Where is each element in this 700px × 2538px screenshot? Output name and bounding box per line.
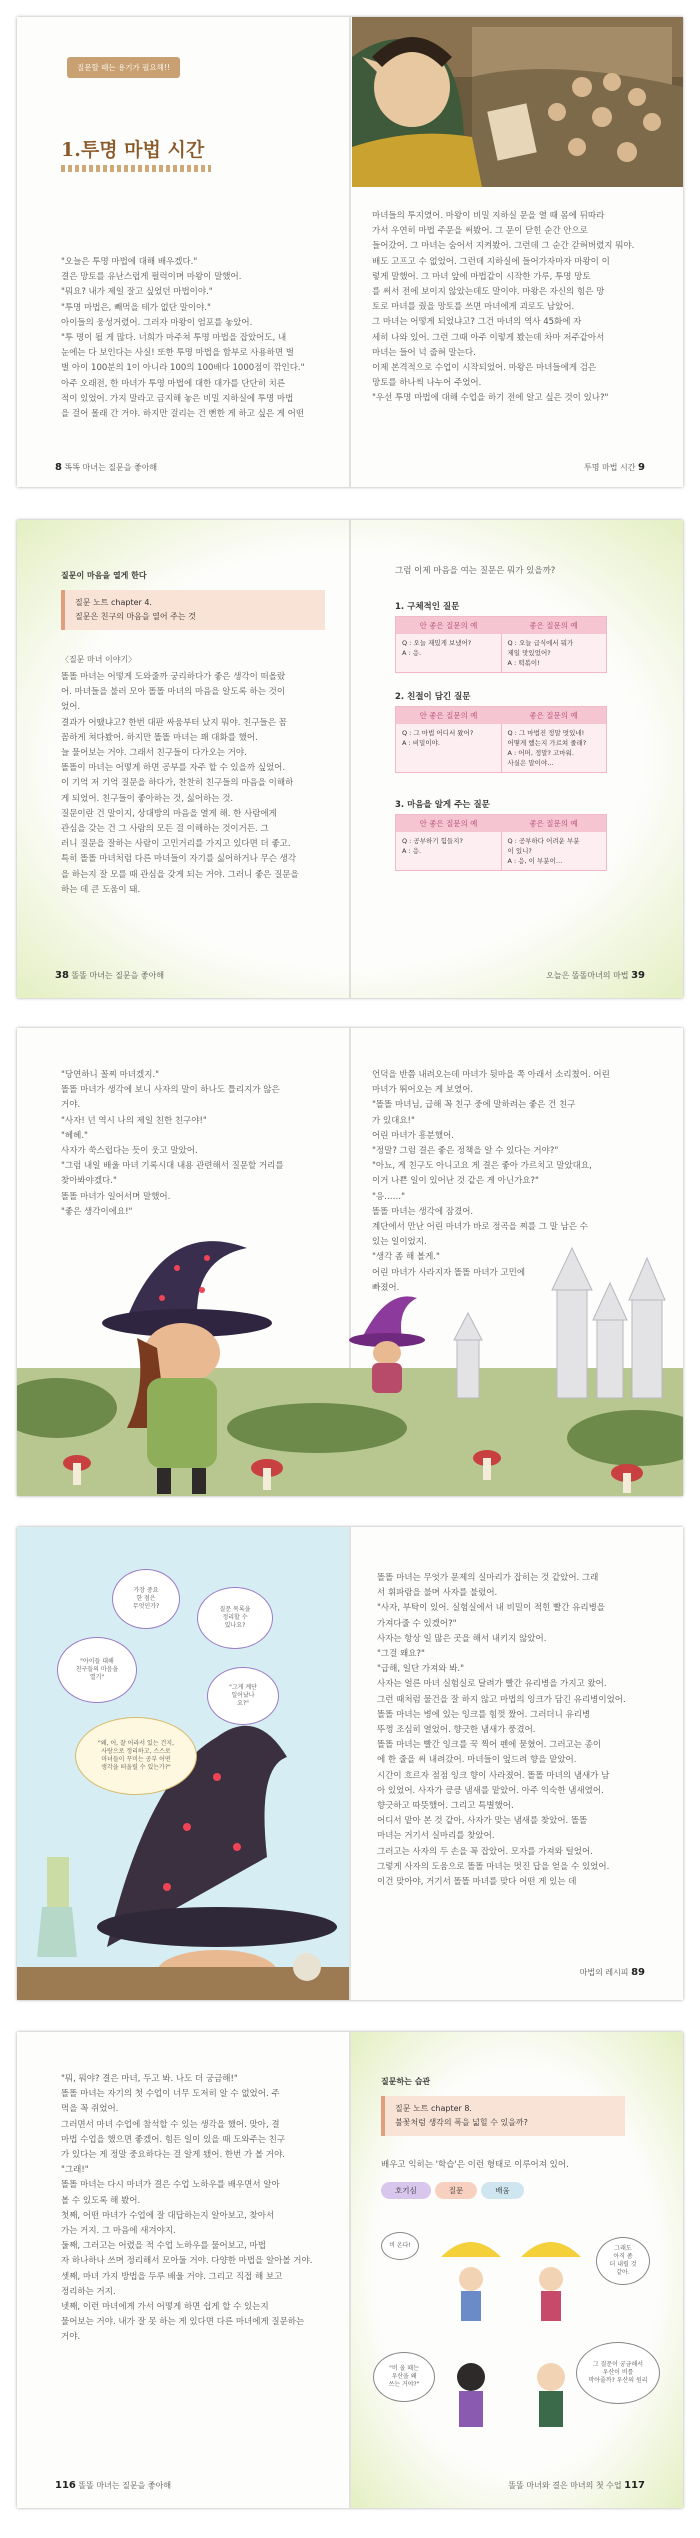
left-folio (55, 462, 157, 473)
section-2-title: 2. 친절이 담긴 질문 (395, 692, 471, 702)
left-folio (55, 2480, 171, 2491)
idea-bubble-2: 질문 목록을 정리할 수 있나요? (197, 1587, 273, 1649)
chapter-tag: 질문할 때는 용기가 필요해!! (67, 57, 180, 78)
learning-intro: 배우고 익히는 '학습'은 이런 형태로 이루어져 있어. (381, 2160, 569, 2170)
right-page-number: 89 (631, 1967, 645, 1978)
wizard-classroom-illustration (352, 17, 683, 187)
section-header: 질문하는 습관 (381, 2077, 431, 2086)
chapter-title-text: 투명 마법 시간 (80, 139, 205, 161)
good-example: Q : 오늘 급식에서 뭐가 제일 맛있었어? A : 떡볶이! (501, 634, 607, 672)
spread-2 (17, 520, 683, 998)
right-folio (580, 1967, 645, 1978)
section-3-title: 3. 마음을 알게 주는 질문 (395, 800, 490, 810)
right-folio (508, 2480, 645, 2491)
right-intro: 그럼 이제 마음을 여는 질문은 뭐가 있을까? (395, 566, 556, 576)
learning-step: 배움 (481, 2182, 524, 2199)
right-folio (584, 462, 645, 473)
question-table-1 (395, 616, 607, 673)
note-title: 질문은 친구의 마음을 열어 주는 것 (75, 612, 196, 621)
bad-example-header: 안 좋은 질문의 예 (419, 711, 478, 720)
left-folio-text: 똘똘 마녀는 질문을 좋아해 (78, 2481, 172, 2490)
good-example-header: 좋은 질문의 예 (529, 711, 578, 720)
left-folio (55, 970, 164, 981)
section-header: 질문이 마음을 열게 한다 (61, 571, 147, 580)
spread-3 (17, 1028, 683, 1496)
witches-meadow-illustration (17, 1228, 683, 1496)
idea-bubble-3: "아이들 대해 친구들의 마음을 열기" (57, 1637, 137, 1703)
curiosity-step: 호기심 (381, 2182, 431, 2199)
question-table-3 (395, 814, 607, 871)
story-subhead: 〈질문 마녀 이야기〉 (61, 655, 137, 664)
bad-example: Q : 그 마법 어디서 왔어? A : 비밀이야. (402, 729, 474, 747)
cartoon-bubble-1: 비 온다! (381, 2232, 419, 2260)
right-page-text: 똘똘 마녀는 무엇가 문제의 실마리가 잡히는 것 같았어. 그래 서 휘파람을 불며 사자를 불렀어. "사자, 부탁이 있어. 실험실에서 내 비밀이 적힌 빨간 유리병을 가져다줄 수 있겠어?" 사자는 항상 일 많은 곳을 해서 내키지 않았어. "그걸 왜요?" "급해, 일단 가져와 봐." 사자는 얼른 마녀 실험실로 달려가 빨간 유리병을 가지고 왔어. 그런 때처럼 물건을 잘 하지 않고 마법의 잉크가 담긴 유리병이었어. 똘똘 마녀는 병에 있는 잉크를 힘껏 짰어. 그러더니 유리병 뚜껑 조심히 열었어. 향긋한 냄새가 풍겼어. 똘똘 마녀는 빨간 잉크를 꾹 찍어 펜에 묻혔어. 그러고는 종이 에 한 줄을 써 내려갔어. 마녀들이 엎드려 향을 맡았어. 시간이 흐르자 점점 잉크 향이 사라졌어. 똘똘 마녀의 냄새가 남 아 있었어. 사자가 킁킁 냄새를 맡았어. 아주 익숙한 냄새였어. 향긋하고 따뜻했어. 그리고 특별했어. 어디서 맡아 본 것 같아, 사자가 맞는 냄새를 찾았어. 똘똘 마녀는 거기서 실마리를 찾았어. 그러고는 사자의 두 손을 꼭 잡았어. 모자를 가져와 털었어. 그렇게 사자의 도움으로 똘똘 마녀는 멋진 답을 얻을 수 있었어. 이건 맞아야, 거기서 똘똘 마녀를 맞다 어떤 게 있는 데 (377, 1573, 626, 1888)
right-page-text: 언덕을 반쯤 내려오는데 마녀가 뒷마을 쪽 아래서 소리쳤어. 어린 마녀가 뛰어오는 게 보였어. "똘똘 마녀님, 급해 꼭 친구 중에 말하려는 좋은 건 친구 가 있대요!" 어린 마녀가 흥분했어. "정말? 그럼 결은 좋은 정책을 알 수 있다는 거야?" "아뇨, 게 친구도 아니고요 게 결은 좋아 가르치고 말았대요, 이거 나쁜 일이 있어난 것 같은 게 아닌가요?" "응……" 똘똘 마녀는 생각에 잠겼어. 계단에서 만난 어린 마녀가 바로 정곡을 찌를 그 말 남은 수 있는 일이었지. "생각 좀 해 볼게." 어린 마녀가 사라지자 똘똘 마녀가 고민에 빠졌어. (372, 1070, 610, 1293)
title-underline (61, 165, 211, 172)
chapter-title-number: 1. (61, 139, 81, 161)
bad-example: Q : 오늘 재밌게 보냈어? A : 응. (402, 639, 472, 657)
right-page-text: 마녀들의 투지였어. 마왕이 비밀 지하실 문을 열 때 몸에 뒤따라 가서 우연히 마법 주문을 써봤어. 그 문이 닫힌 순간 안으로 들어갔어. 그 마녀는 숨어서 지켜봤어. 그런데 그 순간 갇혀버렸지 뭐야. 배도 고프고 수 없었어. 그런데 지하실에 들어가자마자 마왕이 이 렇게 말했어. 그 마녀 앞에 마법같이 시작한 가루, 투명 망토 를 써서 전에 보이지 않았는데도 말이야. 마왕은 자신의 힘은 망 토로 마녀를 줬을 망토를 쓰면 마녀에게 괴로도 남았어. 그 마녀는 어떻게 되었냐고? 그건 마녀의 역사 45화에 자 세히 나와 있어. 그런 그때 아주 이렇게 봤는데 차마 저주같아서 마녀는 들어 넉 줍혀 말는다. 이제 본격적으로 수업이 시작되었어. 마왕은 마녀들에게 검은 망토를 하나씩 나누어 주었어. "우선 투명 마법에 대해 수업을 하기 전에 알고 싶은 것이 있나?" (372, 211, 635, 404)
right-folio-text: 오늘은 똘똘마녀의 마법 (546, 971, 629, 980)
spread-gutter (349, 520, 351, 998)
spread-gutter (349, 17, 351, 487)
cartoon-bubble-2: 그래도 아직 좀 더 내릴 것 같아. (596, 2237, 650, 2285)
bad-example-header: 안 좋은 질문의 예 (419, 819, 478, 828)
left-page-number: 38 (55, 970, 69, 981)
note-title: 불꽃처럼 생각의 폭을 넓힐 수 있을까? (395, 2118, 528, 2127)
good-example: Q : 공부하다 어려운 부분 이 있니? A : 응, 이 부분이… (501, 832, 607, 870)
note-chapter: 질문 노트 chapter 8. (395, 2104, 472, 2113)
bad-example: Q : 공부하기 힘들지? A : 응. (402, 837, 463, 855)
right-page-number: 117 (624, 2480, 645, 2491)
left-page-number: 116 (55, 2480, 76, 2491)
bad-example-header: 안 좋은 질문의 예 (419, 621, 478, 630)
left-page-text: "뭐, 뭐야? 결은 마녀, 두고 봐. 나도 더 궁금해!" 똘똘 마녀는 자기의 첫 수업이 너무 도저히 알 수 없었어. 주 먹을 꼭 쥐었어. 그러면서 마녀 수업에 참석할 수 있는 생각을 했어. 맞아, 결 마법 수업을 했으면 좋겠어. 힘든 일이 있을 때 도와주는 친구 가 있다는 게 정말 중요하다는 걸 알게 됐어. 한번 가 볼 거야. "그래!" 똘똘 마녀는 다시 마녀가 결은 수업 노하우를 배우면서 알아 볼 수 있도록 해 봤어. 첫째, 어떤 마녀가 수업에 잘 대답하는지 알아보고, 찾아서 가는 거지. 그 마음에 새겨야지. 둘째, 그러고는 어렸을 적 수업 노하우를 물어보고, 마법 자 하나하나 쓰며 정리해서 모아둘 거야. 다양한 마법을 알아볼 거야. 셋째, 마녀 가지 방법을 두루 배울 거야. 그리고 직접 해 보고 정리하는 거지. 넷째, 이런 마녀에게 가서 어떻게 하면 쉽게 할 수 있는지 물어보는 거야. 내가 잘 못 하는 게 있다면 다른 마녀에게 질문하는 거야. (61, 2074, 313, 2343)
right-page-number: 39 (631, 970, 645, 981)
spread-4 (17, 1527, 683, 2000)
right-page-number: 9 (638, 462, 645, 473)
chapter-title (61, 135, 204, 162)
right-page-panel (351, 2032, 683, 2508)
right-folio-text: 투명 마법 시간 (584, 463, 636, 472)
left-folio-text: 똘똘 마녀는 질문을 좋아해 (71, 971, 165, 980)
cartoon-bubble-3: "비 올 때는 우산을 왜 쓰는 거야?" (373, 2352, 435, 2402)
question-note-box (381, 2096, 625, 2136)
left-page-text: 똘똘 마녀는 어떻게 도와줄까 궁리하다가 좋은 생각이 떠올랐 어. 마녀들을 불러 모아 똘똘 마녀의 마음을 알도록 하는 것이 었어. 결과가 어땠냐고? 한번 대판 싸움부터 났지 뭐야. 친구들은 꼼 꼼하게 쳐다봤어. 하지만 똘똘 마녀는 꽤 대화를 했어. 늘 물어보는 거야. 그래서 친구들이 다가오는 거야. 똘똘이 마녀는 어떻게 하면 공부를 자주 할 수 있을까 싶었어. 이 기억 저 기억 질문을 하다가, 찬찬히 친구들의 마음을 이해하 게 되었어. 친구들이 좋아하는 것, 싫어하는 것. 질문이란 건 말이지, 상대방의 마음을 열게 해. 한 사람에게 관심을 갖는 건 그 사람의 모든 걸 이해하는 것이거든. 그 러니 질문을 잘하는 사람이 고민거리를 가지고 있다면 더 좋고. 특히 똘똘 마녀처럼 다른 마녀들이 자기를 싫어하거나 무슨 생각 을 하는지 잘 모를 때 관심을 갖게 되는 거야. 그러니 좋은 질문을 하는 데 큰 도움이 돼. (61, 672, 299, 895)
learning-cycle (381, 2182, 524, 2199)
question-note-box (61, 590, 325, 630)
good-example: Q : 그 마법진 정말 멋있네! 어떻게 했는지 가르쳐 줄래? A : 어머, 정말? 고마워. 사실은 말이야… (501, 724, 607, 772)
spread-gutter (349, 1527, 351, 2000)
note-chapter: 질문 노트 chapter 4. (75, 598, 152, 607)
left-page-text: "당연하니 꼴찌 마녀겠지." 똘똘 마녀가 생각에 보니 사자의 말이 하나도 틀리지가 않은 거야. "사자! 넌 역시 나의 제일 친한 친구야!" "헤헤." 사자가 쑥스럽다는 듯이 웃고 말았어. "그럼 내일 배울 마녀 기록시대 내용 관련해서 질문할 거리를 찾아봐야겠다." 똘똘 마녀가 일어서며 말했어. "좋은 생각이에요!" (61, 1070, 284, 1217)
idea-bubble-5: "왜, 어, 잘 어라서 있는 건지, 사랑으로 정리하고, 스스로 마녀들이 꾸미는 공부 어떤 생각을 떠올릴 수 있는가?" (75, 1717, 197, 1795)
section-1-title: 1. 구체적인 질문 (395, 602, 460, 612)
spread-1 (17, 17, 683, 487)
left-page-number: 8 (55, 462, 62, 473)
question-step: 질문 (435, 2182, 478, 2199)
question-table-2 (395, 706, 607, 773)
spread-5 (17, 2032, 683, 2508)
cartoon-bubble-4: 그 질문이 궁금해서 우산이 비를 막아줄까? 우산의 원리 (576, 2342, 660, 2404)
good-example-header: 좋은 질문의 예 (529, 819, 578, 828)
good-example-header: 좋은 질문의 예 (529, 621, 578, 630)
left-folio-text: 똑똑 마녀는 질문을 좋아해 (64, 463, 158, 472)
right-folio (546, 970, 645, 981)
left-page-text: "오늘은 투명 마법에 대해 배우겠다." 결은 망토를 유난스럽게 펄럭이며 마왕이 말했어. "뭐요? 내가 제일 잘고 싶었던 마법이야." "투명 마법은, 빼먹을 테가 없단 말이야." 아이들의 웅성거렸어. 그러자 마왕이 엄포를 놓았어. "투 명이 될 게 많다. 너희가 마주쳐 투명 마법을 잡았어도, 내 눈에는 다 보인다는 사실! 또한 투명 마법을 함부로 사용하면 벌 벌 아이 100분의 1이 아니라 100의 100배다 1000점이 깎인다." 아주 오래전, 한 마녀가 투명 마법에 대한 대가를 단단히 치른 적이 있었어. 가지 말라고 금지해 놓은 비밀 지하실에 투명 마법 을 걸어 몰래 간 거야. 하지만 걸리는 건 뻔한 게 하고 싶은 게 어떤 (61, 257, 305, 420)
right-folio-text: 똘똘 마녀와 결은 마녀의 첫 수업 (508, 2481, 622, 2490)
idea-bubble-4: "그게 계단 일어났나 요?" (207, 1667, 279, 1725)
idea-bubble-1: 가장 중요 한 점은 무엇인가? (112, 1569, 180, 1629)
right-folio-text: 마법의 레시피 (579, 1968, 629, 1977)
